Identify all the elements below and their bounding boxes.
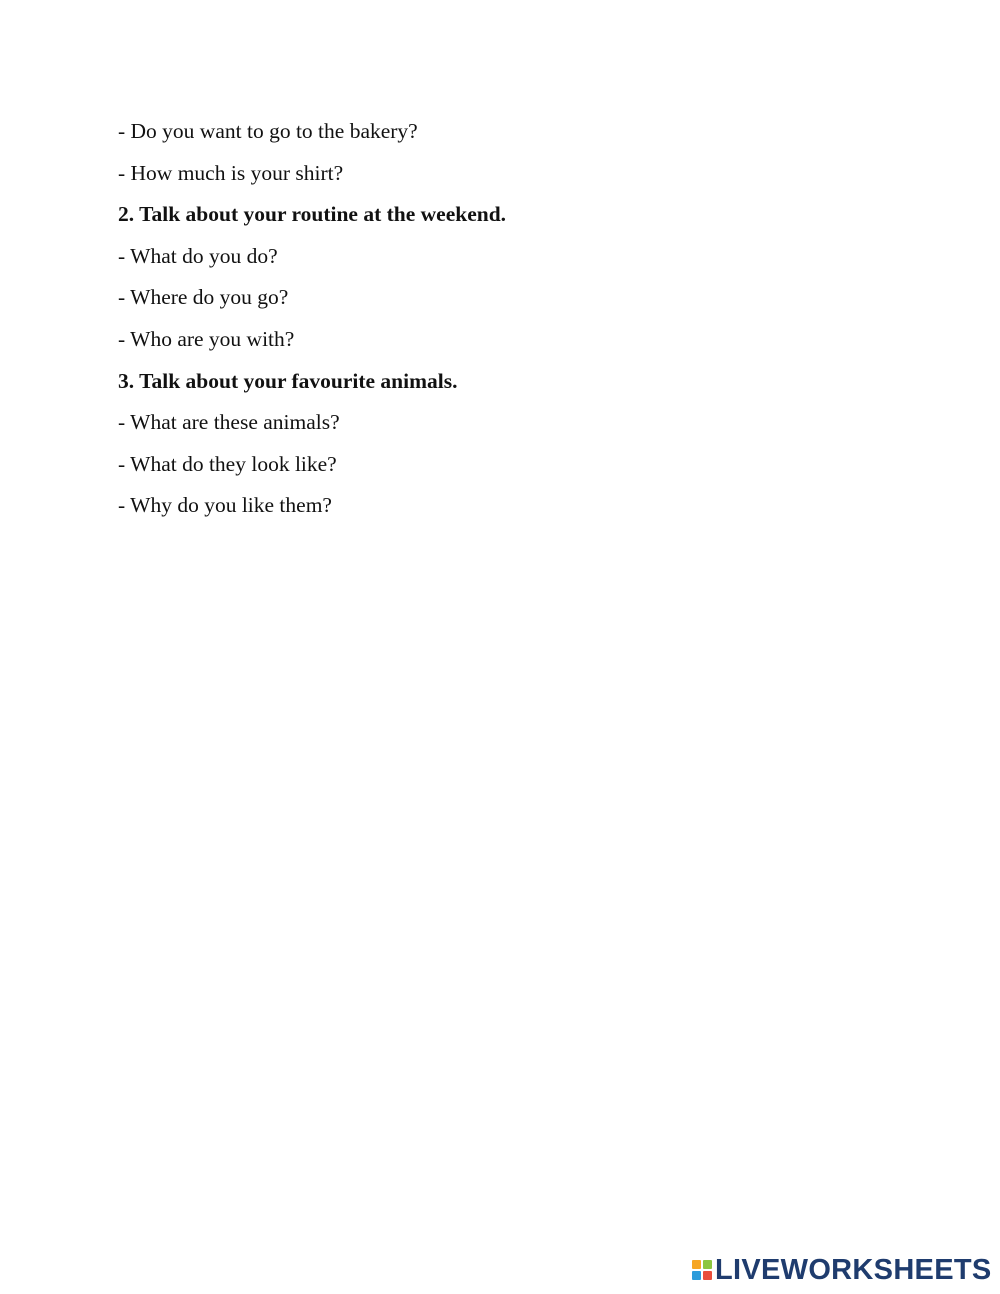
logo-mark-icon [692, 1260, 712, 1280]
question-line: - How much is your shirt? [118, 160, 344, 185]
section-heading: 2. Talk about your routine at the weekend. [118, 202, 507, 227]
logo-square-icon [703, 1271, 712, 1280]
question-list [118, 116, 878, 532]
section-heading: 3. Talk about your favourite animals. [118, 368, 458, 393]
logo-square-icon [703, 1260, 712, 1269]
logo-square-icon [692, 1271, 701, 1280]
question-line: - What are these animals? [118, 410, 340, 435]
logo-text: LIVEWORKSHEETS [715, 1253, 992, 1286]
liveworksheets-logo [692, 1254, 992, 1286]
question-line: - What do you do? [118, 243, 278, 268]
question-line: - What do they look like? [118, 451, 337, 476]
question-line: - Do you want to go to the bakery? [118, 119, 418, 143]
question-line: - Where do you go? [118, 285, 289, 310]
logo-square-icon [692, 1260, 701, 1269]
question-line: - Why do you like them? [118, 493, 332, 518]
question-line: - Who are you with? [118, 326, 295, 351]
